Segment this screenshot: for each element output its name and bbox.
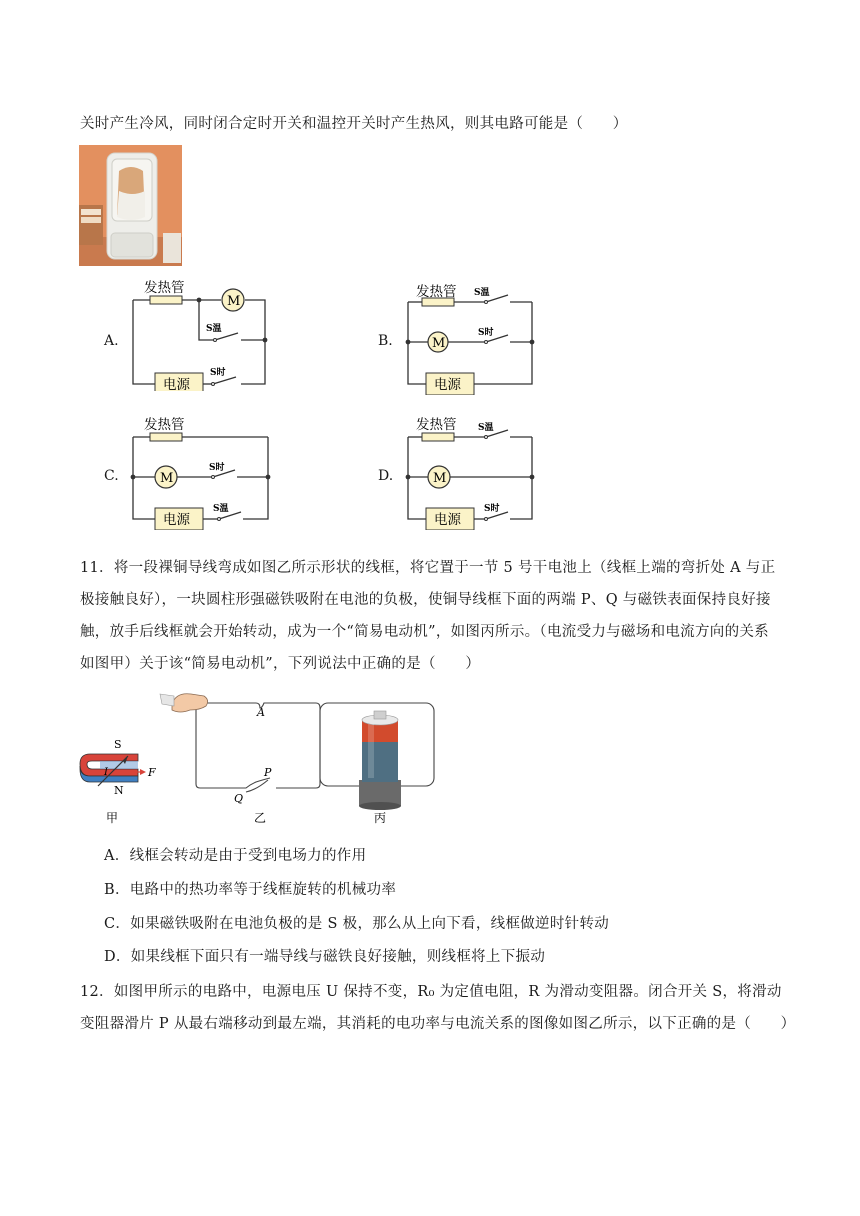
- circuit-c: [125, 415, 275, 530]
- circuit-a: [125, 276, 275, 391]
- battery-motor-diagram: [320, 703, 434, 825]
- motor-label: M: [160, 471, 174, 486]
- switch-timer-label: S时: [209, 463, 225, 473]
- switch-temp-label: S温: [206, 324, 222, 334]
- q11-stem-line-1: 11．将一段裸铜导线弯成如图乙所示形状的线框，将它置于一节 5 号干电池上（线框上端的弯折处 A 与正: [80, 560, 776, 576]
- switch-temp-label: S温: [213, 504, 229, 514]
- magnet-n-label: N: [114, 784, 124, 797]
- fig-yi-label: 乙: [254, 811, 267, 825]
- motor-label: M: [432, 336, 446, 351]
- q11-stem-line-2: 极接触良好），一块圆柱形强磁铁吸附在电池的负极，使铜导线框下面的两端 P、Q 与磁铁表面保持良好接: [80, 592, 771, 608]
- switch-timer-label: S时: [210, 368, 226, 378]
- point-p-label: P: [264, 766, 272, 779]
- q12-stem-line-2: 变阻器滑片 P 从最右端移动到最左端，其消耗的电功率与电流关系的图像如图乙所示，以下正确的是（ ）: [80, 1016, 796, 1032]
- option-c-label: C.: [104, 468, 119, 484]
- switch-temp-label: S温: [474, 288, 490, 298]
- q11-option-d[interactable]: D．如果线框下面只有一端导线与磁铁良好接触，则线框将上下振动: [104, 949, 546, 965]
- heater-tube: [150, 296, 182, 304]
- switch-timer-label: S时: [478, 328, 494, 338]
- heater-label: 发热管: [144, 280, 185, 296]
- q11-option-a[interactable]: A．线框会转动是由于受到电场力的作用: [104, 848, 367, 864]
- q12-stem-line-1: 12．如图甲所示的电路中，电源电压 U 保持不变，R₀ 为定值电阻，R 为滑动变阻器。闭合开关 S，将滑动: [80, 984, 782, 1000]
- power-label: 电源: [434, 512, 461, 528]
- wire-frame-diagram: [160, 694, 320, 825]
- heater-label: 发热管: [144, 417, 185, 433]
- fig-bing-label: 丙: [374, 811, 387, 825]
- motor-label: M: [433, 471, 447, 486]
- heater-label: 发热管: [416, 417, 457, 433]
- option-d-label: D.: [378, 468, 394, 484]
- magnet-s-label: S: [114, 738, 122, 751]
- q11-option-b[interactable]: B．电路中的热功率等于线框旋转的机械功率: [104, 882, 397, 898]
- fig-jia-label: 甲: [106, 811, 119, 825]
- circuit-d: [400, 415, 540, 530]
- q11-stem-line-4: 如图甲）关于该“简易电动机”，下列说法中正确的是（ ）: [80, 656, 481, 672]
- heater-tube: [422, 433, 454, 441]
- heater-tube: [150, 433, 182, 441]
- heater-label: 发热管: [416, 284, 457, 300]
- current-label: I: [104, 767, 108, 778]
- circuit-b: [400, 280, 540, 395]
- option-a-label: A.: [104, 333, 119, 349]
- power-label: 电源: [434, 377, 461, 393]
- option-b-label: B.: [378, 333, 393, 349]
- point-a-label: A: [257, 706, 265, 719]
- power-label: 电源: [163, 377, 190, 391]
- motor-label: M: [227, 294, 241, 309]
- q10-stem: 关时产生冷风，同时闭合定时开关和温控开关时产生热风，则其电路可能是（ ）: [80, 116, 628, 132]
- q11-figure: [76, 684, 446, 829]
- q11-option-c[interactable]: C．如果磁铁吸附在电池负极的是 S 极，那么从上向下看，线框做逆时针转动: [104, 916, 610, 932]
- q11-stem-line-3: 触，放手后线框就会开始转动，成为一个“简易电动机”，如图丙所示。（电流受力与磁场和电流方向的关系: [80, 624, 769, 640]
- point-q-label: Q: [234, 792, 244, 805]
- force-label: F: [148, 766, 156, 779]
- switch-temp-label: S温: [478, 423, 494, 433]
- magnet-diagram: [80, 738, 156, 825]
- switch-timer-label: S时: [484, 504, 500, 514]
- power-label: 电源: [163, 512, 190, 528]
- dryer-photo: [79, 145, 182, 266]
